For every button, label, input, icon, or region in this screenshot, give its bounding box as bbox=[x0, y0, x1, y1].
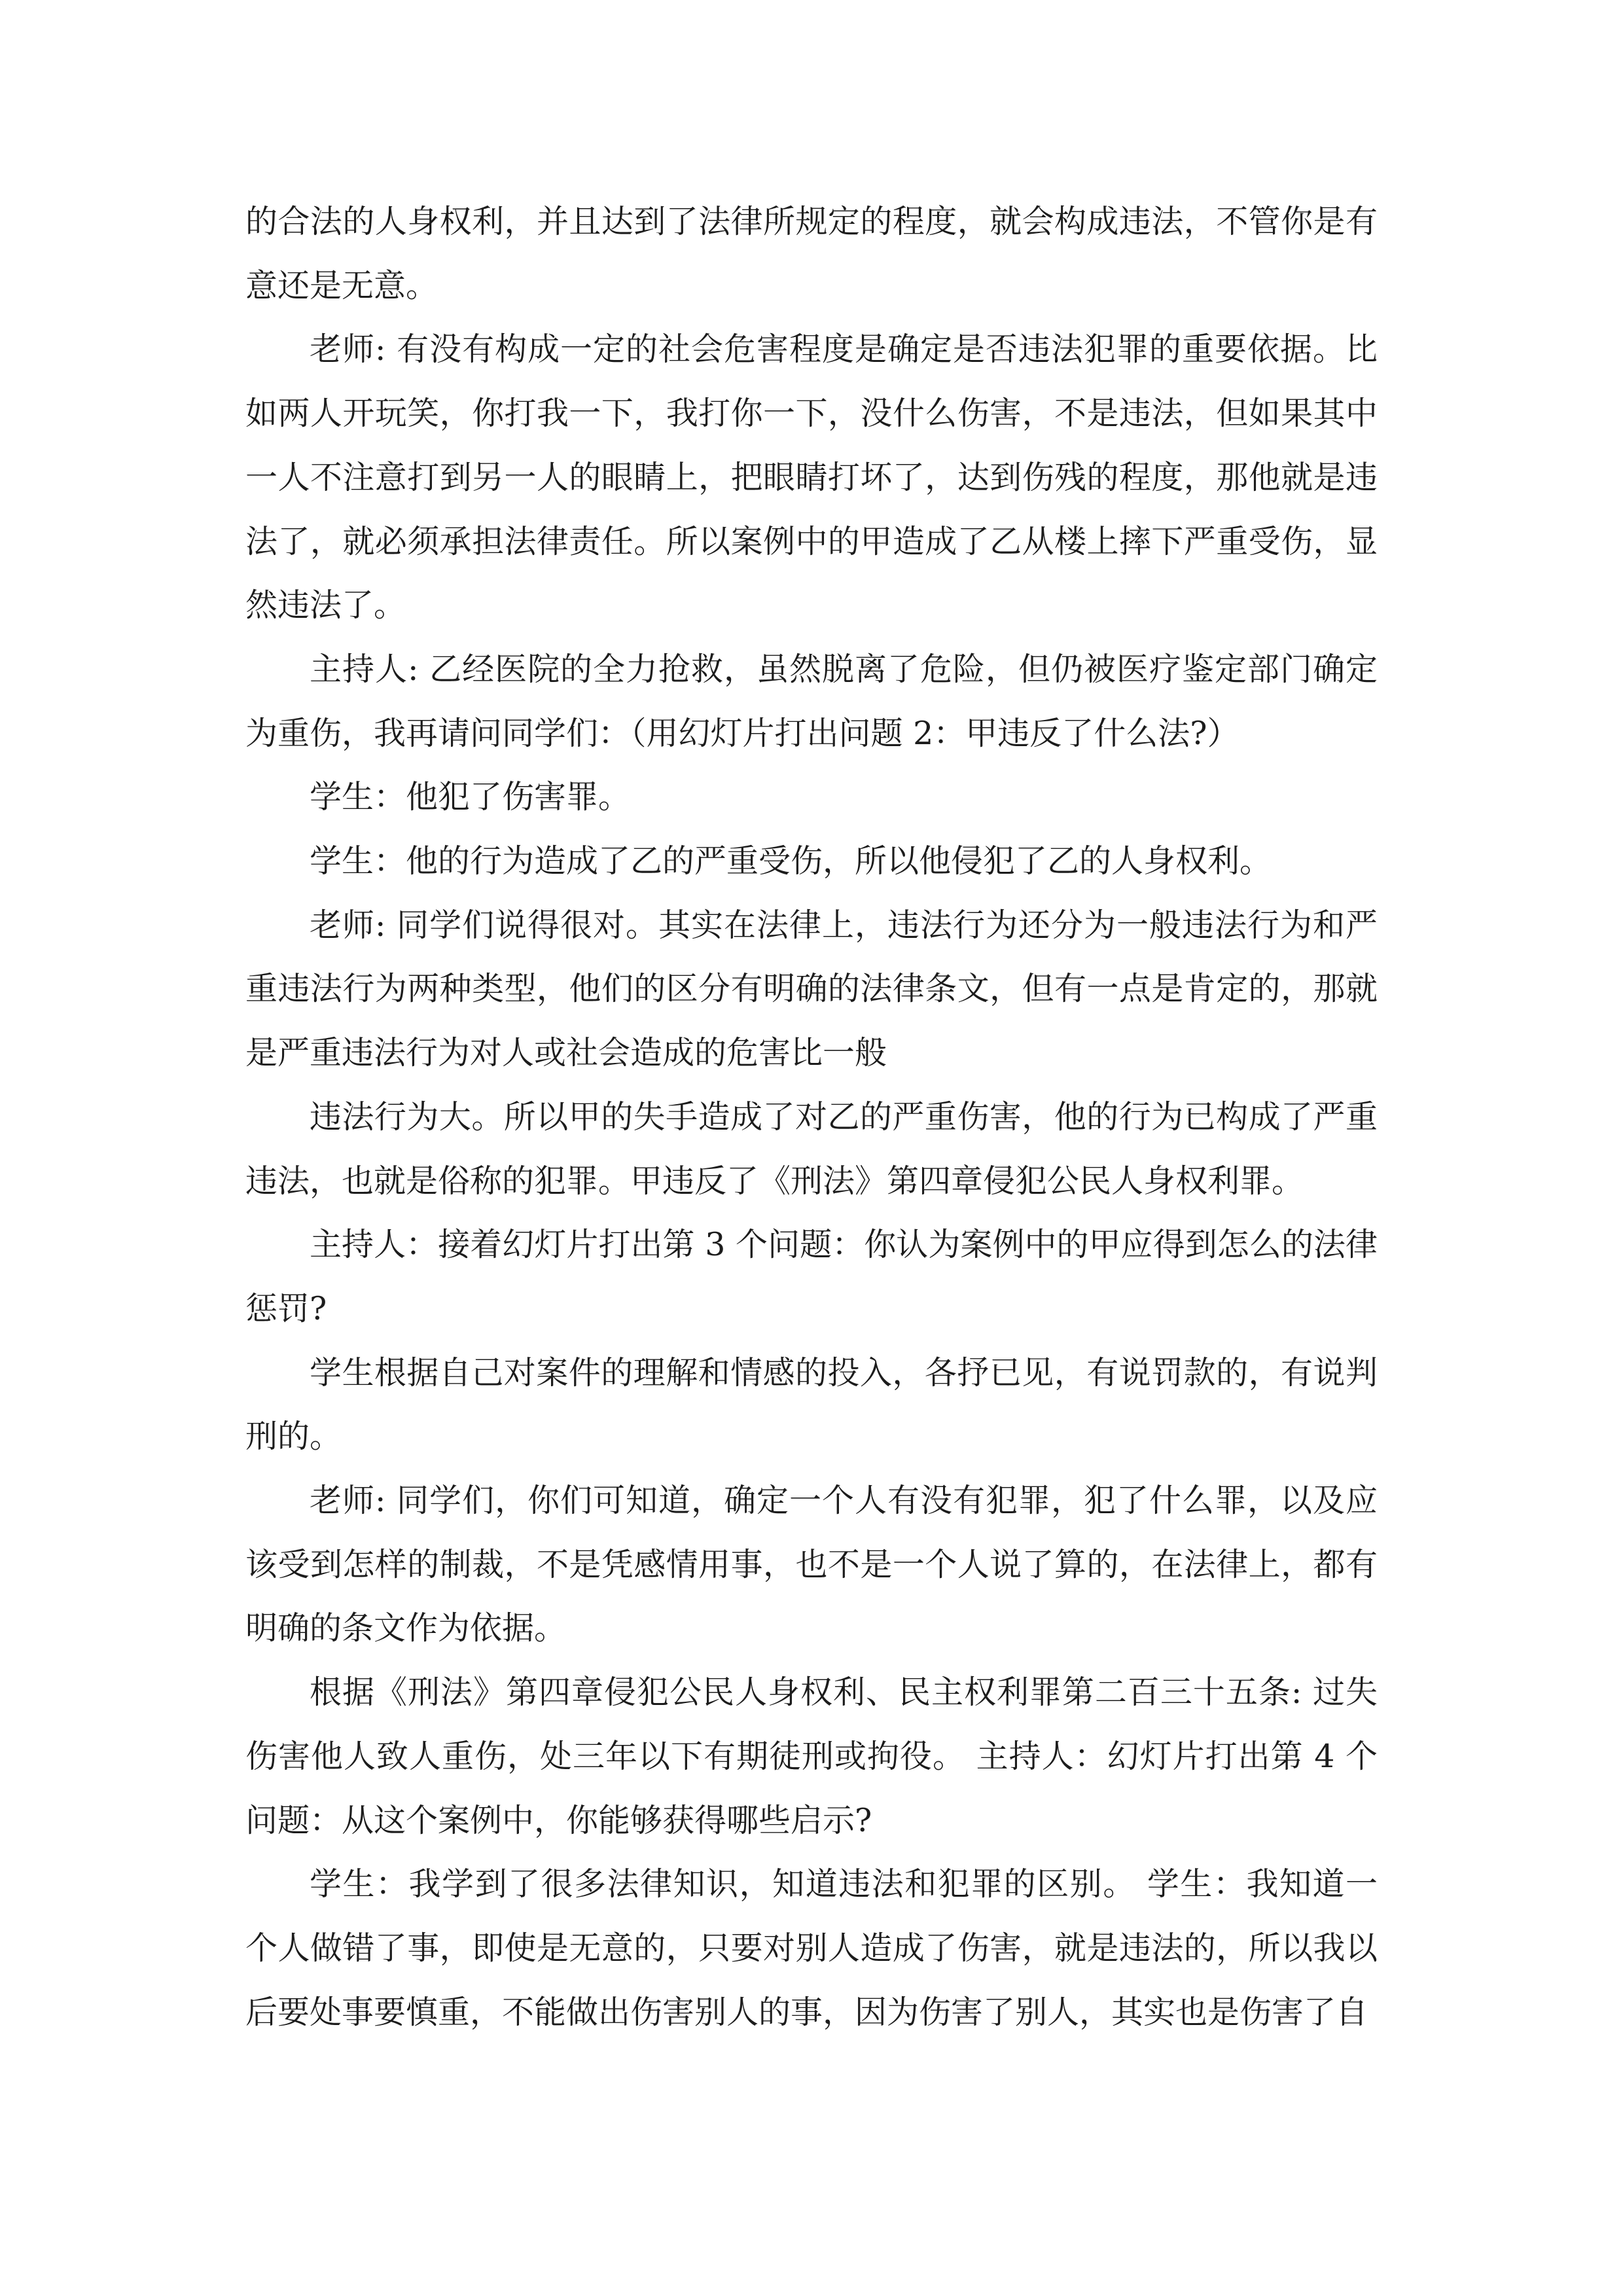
paragraph-teacher-violation-types: 老师: 同学们说得很对。其实在法律上，违法行为还分为一般违法行为和严重违法行为两种类型，他们的区分有明确的法律条文，但有一点是肯定的，那就是严重违法行为对人或社会造成的危害比一般 bbox=[245, 906, 1378, 1072]
paragraph-continuation: 的合法的人身权利，并且达到了法律所规定的程度，就会构成违法，不管你是有意还是无意。 bbox=[245, 203, 1378, 304]
paragraph-student-answer-2: 学生：他的行为造成了乙的严重受伤，所以他侵犯了乙的人身权利。 bbox=[310, 842, 1272, 880]
paragraph-student-answer-1: 学生：他犯了伤害罪。 bbox=[310, 778, 631, 816]
paragraph-teacher-harm-degree: 老师: 有没有构成一定的社会危害程度是确定是否违法犯罪的重要依据。比如两人开玩笑，你打我一下，我打你一下，没什么伤害，不是违法，但如果其中一人不注意打到另一人的眼睛上，把眼睛打坏了，达到伤残的程度，那他就是违法了，就必须承担法律责任。所以案例中的甲造成了乙从楼上摔下严重受伤，显然违法了。 bbox=[245, 331, 1378, 624]
paragraph-criminal-law-article: 根据《刑法》第四章侵犯公民人身权利、民主权利罪第二百三十五条: 过失伤害他人致人重伤，处三年以下有期徒刑或拘役。 主持人：幻灯片打出第 4 个问题：从这个案例中，你能够获得哪些启示? bbox=[245, 1674, 1378, 1839]
paragraph-student-opinions: 学生根据自己对案件的理解和情感的投入，各抒已见，有说罚款的，有说判刑的。 bbox=[245, 1354, 1378, 1456]
paragraph-host-question-2: 主持人: 乙经医院的全力抢救，虽然脱离了危险，但仍被医疗鉴定部门确定为重伤，我再请问同学们：（用幻灯片打出问题 2：甲违反了什么法?） bbox=[245, 650, 1378, 752]
paragraph-student-lessons: 学生：我学到了很多法律知识，知道违法和犯罪的区别。 学生：我知道一个人做错了事，即使是无意的，只要对别人造成了伤害，就是违法的，所以我以后要处事要慎重，不能做出伤害别人的事，因为伤害了别人，其实也是伤害了自 bbox=[245, 1865, 1378, 2031]
paragraph-host-question-3: 主持人：接着幻灯片打出第 3 个问题：你认为案例中的甲应得到怎么的法律惩罚? bbox=[245, 1226, 1378, 1327]
paragraph-teacher-legal-basis: 老师: 同学们，你们可知道，确定一个人有没有犯罪，犯了什么罪，以及应该受到怎样的制裁，不是凭感情用事，也不是一个人说了算的，在法律上，都有明确的条文作为依据。 bbox=[245, 1482, 1378, 1647]
paragraph-serious-violation: 违法行为大。所以甲的失手造成了对乙的严重伤害，他的行为已构成了严重违法，也就是俗称的犯罪。甲违反了《刑法》第四章侵犯公民人身权利罪。 bbox=[245, 1098, 1378, 1200]
document-body bbox=[245, 190, 1378, 2044]
